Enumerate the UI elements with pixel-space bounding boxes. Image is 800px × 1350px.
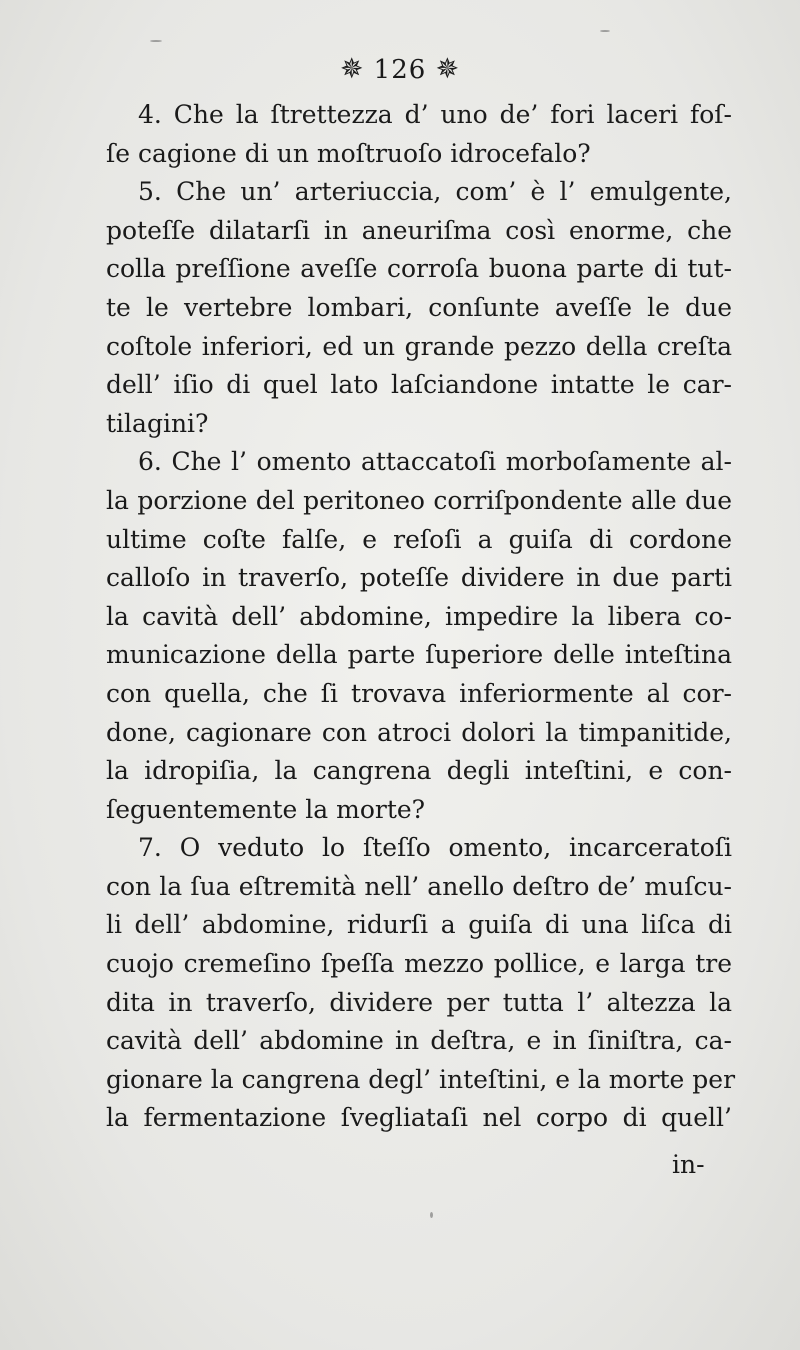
text-line: con la ſua eſtremità nell’ anello deſtro de’ muſcu- bbox=[106, 871, 732, 901]
text-line: 5. Che un’ arteriuccia, com’ è l’ emulgente, bbox=[138, 177, 732, 207]
text-line: te le vertebre lombari, conſunte aveſſe le due bbox=[106, 292, 732, 322]
text-line: coſtole inferiori, ed un grande pezzo della creſta bbox=[106, 331, 732, 361]
text-line: li dell’ abdomine, ridurſi a guiſa di una liſca di bbox=[106, 910, 732, 940]
text-line: tilagini? bbox=[106, 408, 209, 438]
text-line: dita in traverſo, dividere per tutta l’ altezza la bbox=[106, 987, 732, 1017]
text-line: la fermentazione ſvegliataſi nel corpo di quell’ bbox=[106, 1103, 732, 1133]
text-line: con quella, che ſi trovava inferiormente al cor- bbox=[106, 678, 732, 708]
text-line: done, cagionare con atroci dolori la timpanitide, bbox=[106, 717, 732, 747]
text-line: poteſſe dilatarſi in aneuriſma così enorme, che bbox=[106, 215, 732, 245]
paper-speck bbox=[600, 30, 610, 32]
text-line: la porzione del peritoneo corriſpondente alle due bbox=[106, 485, 732, 515]
text-line: ſe cagione di un moſtruoſo idrocefalo? bbox=[106, 138, 591, 168]
text-line: 4. Che la ſtrettezza d’ uno de’ fori laceri foſ- bbox=[138, 100, 732, 129]
star-ornament-icon: ✵ bbox=[435, 52, 461, 85]
text-line: calloſo in traverſo, poteſſe dividere in due parti bbox=[106, 563, 732, 593]
text-line: colla preſſione aveſſe corroſa buona parte di tut- bbox=[106, 254, 732, 284]
text-line: 6. Che l’ omento attaccatoſi morboſamente al- bbox=[138, 447, 732, 477]
text-line: ultime coſte falſe, e reſoſi a guiſa di cordone bbox=[106, 524, 732, 554]
text-line: cavità dell’ abdomine in deſtra, e in ſiniſtra, ca- bbox=[106, 1026, 732, 1056]
body-text bbox=[106, 96, 736, 1138]
text-line: la idropiſia, la cangrena degli inteſtini, e con- bbox=[106, 756, 732, 786]
paper-speck bbox=[430, 1212, 433, 1218]
text-line: la cavità dell’ abdomine, impedire la libera co- bbox=[106, 601, 732, 631]
text-line: gionare la cangrena degl’ inteſtini, e la morte per bbox=[106, 1064, 736, 1094]
paper-speck bbox=[150, 40, 162, 42]
page-number: 126 bbox=[373, 55, 427, 85]
text-line: dell’ iſio di quel lato laſciandone intatte le car- bbox=[106, 370, 732, 400]
catchword: in- bbox=[672, 1150, 705, 1179]
text-line: cuojo cremeſino ſpeſſa mezzo pollice, e larga tre bbox=[106, 949, 732, 979]
running-header bbox=[0, 52, 800, 85]
text-line: ſeguentemente la morte? bbox=[106, 794, 426, 824]
star-ornament-icon: ✵ bbox=[339, 52, 365, 85]
text-line: 7. O veduto lo ſteſſo omento, incarceratoſi bbox=[138, 833, 732, 863]
text-line: municazione della parte ſuperiore delle inteſtina bbox=[106, 640, 732, 670]
